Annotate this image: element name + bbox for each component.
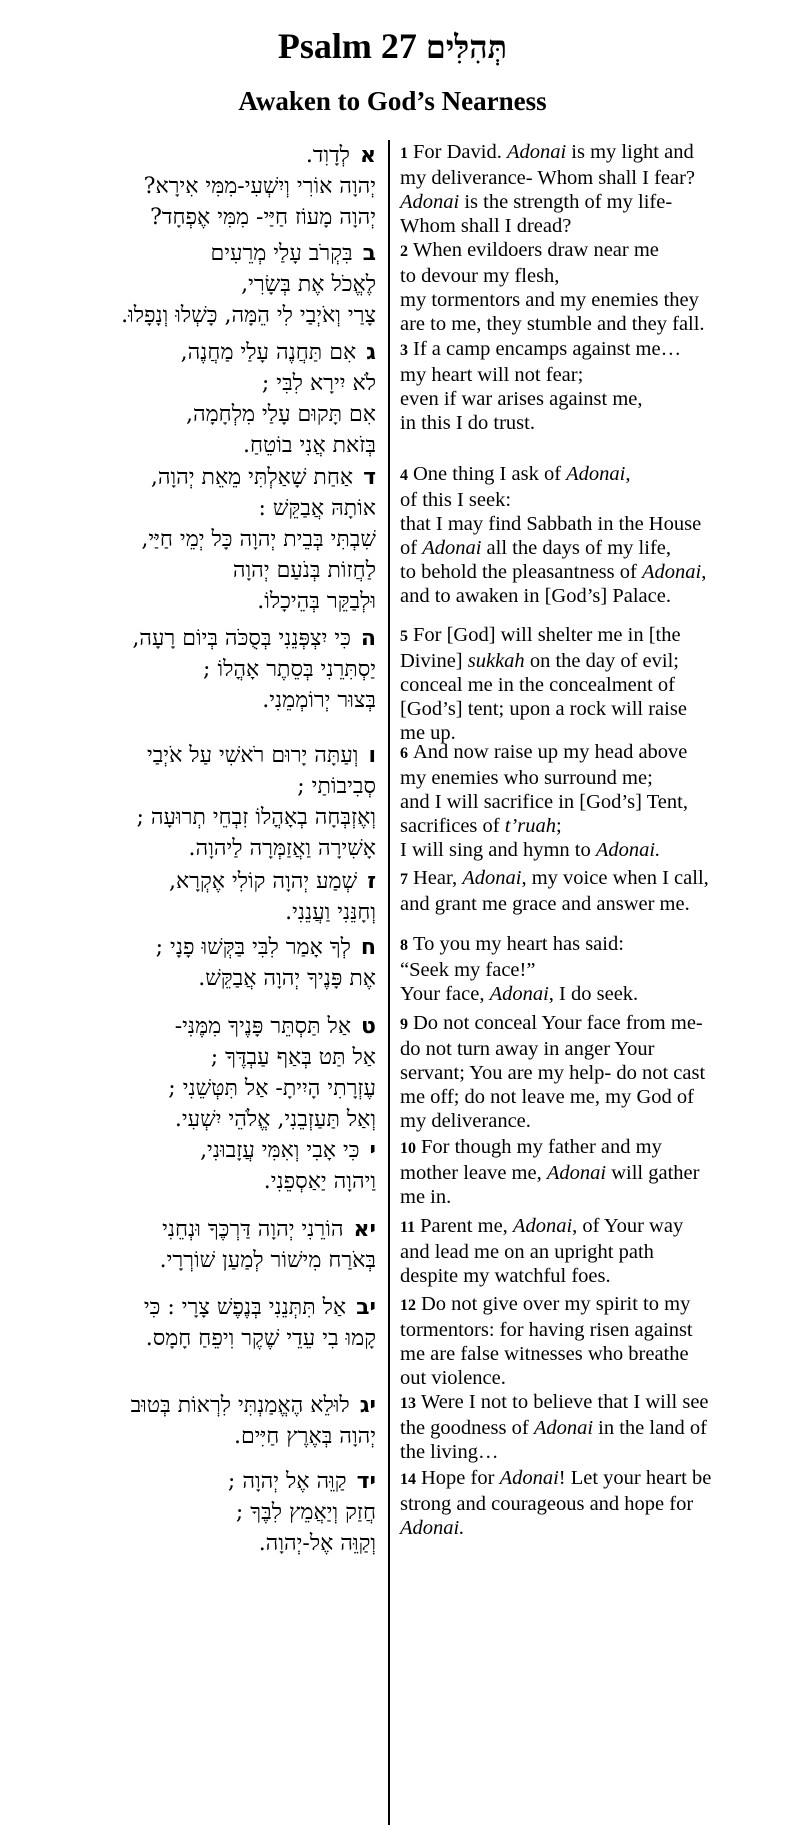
hebrew-line — [12, 1323, 376, 1354]
hebrew-line-text: אַחַת שָׁאַלְתִּי מֵאֵת יְהוָה, — [150, 465, 354, 490]
hebrew-line — [12, 1073, 376, 1104]
hebrew-line-text: וַיהוָה יַאַסְפֵנִי. — [263, 1169, 376, 1194]
hebrew-verse-number: יד — [356, 1469, 376, 1494]
hebrew-line — [12, 771, 376, 802]
page-subtitle: Awaken to God’s Nearness — [238, 86, 547, 116]
english-line — [400, 892, 778, 916]
hebrew-line-text: אֶת פָּנֶיךָ יְהוָה אֲבַקֵּשׁ. — [198, 966, 376, 991]
english-line — [400, 1240, 778, 1264]
hebrew-line — [12, 1528, 376, 1559]
english-translation — [400, 238, 778, 336]
verse-number: 11 — [400, 1219, 416, 1236]
english-text: the goodness of — [400, 1417, 534, 1439]
english-line — [400, 814, 778, 838]
hebrew-line-text: קַוֵּה אֶל יְהוָה ; — [227, 1469, 347, 1494]
hebrew-line — [12, 802, 376, 833]
english-text: mother leave me, — [400, 1162, 547, 1184]
hebrew-line-text: הוֹרֵנִי יְהוָה דַּרְכֶּךָ וּנְחֵנִי — [162, 1217, 344, 1242]
english-translation — [400, 462, 778, 608]
english-line — [400, 584, 778, 608]
english-text: and lead me on an upright path — [400, 1241, 654, 1263]
english-text: are to me, they stumble and they fall. — [400, 313, 705, 335]
english-translation — [400, 740, 778, 862]
hebrew-line — [12, 833, 376, 864]
english-line — [400, 740, 778, 766]
english-text: all the days of my life, — [481, 537, 671, 559]
english-translation — [400, 623, 778, 745]
hebrew-verse-number: ג — [366, 340, 376, 365]
english-line — [400, 387, 778, 411]
hebrew-line-text: וְקַוֵּה אֶל-יְהוָה. — [258, 1531, 376, 1556]
english-translation — [400, 866, 778, 916]
hebrew-line — [12, 1245, 376, 1276]
hebrew-line-text: בְּצוּר יְרוֹמְמֵנִי. — [262, 688, 376, 713]
hebrew-line — [12, 368, 376, 399]
english-text: For [God] will shelter me in [the — [413, 624, 681, 646]
hebrew-line — [12, 524, 376, 555]
hebrew-line — [12, 1135, 376, 1166]
verse-number: 7 — [400, 871, 408, 888]
english-line — [400, 411, 778, 435]
english-text: my deliverance. — [400, 1110, 531, 1132]
italic-term: Adonai — [512, 1215, 573, 1237]
english-line — [400, 697, 778, 721]
hebrew-text — [12, 337, 376, 461]
english-text: Do not conceal Your face from me- — [413, 1012, 703, 1034]
hebrew-text — [12, 866, 376, 928]
hebrew-line-text: וְאֶזְבְּחָה בְאָהֳלוֹ זִבְחֵי תְרוּעָה ; — [136, 805, 376, 830]
hebrew-line — [12, 1214, 376, 1245]
english-text: out violence. — [400, 1367, 506, 1389]
english-text: despite my watchful foes. — [400, 1265, 611, 1287]
english-text: , — [701, 561, 707, 583]
english-translation — [400, 932, 778, 1006]
english-translation — [400, 1390, 778, 1464]
english-text: will gather — [606, 1162, 700, 1184]
english-line — [400, 140, 778, 166]
english-text: and I will sacrifice in [God’s] Tent, — [400, 791, 688, 813]
hebrew-verse-number: ז — [367, 869, 376, 894]
hebrew-line-text: חֲזַק וְיַאֲמֵץ לִבֶּךָ ; — [235, 1500, 376, 1525]
hebrew-line — [12, 1390, 376, 1421]
hebrew-line — [12, 238, 376, 269]
hebrew-verse-number: ד — [363, 465, 376, 490]
english-text: my enemies who surround me; — [400, 767, 653, 789]
hebrew-line — [12, 932, 376, 963]
english-line — [400, 238, 778, 264]
english-line — [400, 649, 778, 673]
english-text: , — [625, 463, 631, 485]
english-line — [400, 1185, 778, 1209]
english-text: servant; You are my help- do not cast — [400, 1062, 706, 1084]
english-text: ! Let your heart be — [558, 1467, 712, 1489]
italic-term: Adonai. — [400, 1517, 465, 1539]
english-text: me are false witnesses who breathe — [400, 1343, 689, 1365]
english-line — [400, 288, 778, 312]
english-text: For David. — [413, 141, 507, 163]
english-line — [400, 1264, 778, 1288]
english-text: Hear, — [413, 867, 463, 889]
hebrew-text — [12, 623, 376, 716]
english-translation — [400, 337, 778, 435]
hebrew-line — [12, 740, 376, 771]
hebrew-verse-number: ט — [361, 1014, 376, 1039]
hebrew-line — [12, 1421, 376, 1452]
english-text: even if war arises against me, — [400, 388, 643, 410]
english-line — [400, 1466, 778, 1492]
hebrew-text — [12, 1214, 376, 1276]
hebrew-line-text: יְהוָה מָעוֹז חַיַּי- מִמִּי אֶפְחָד? — [150, 205, 376, 230]
english-line — [400, 790, 778, 814]
hebrew-line — [12, 1042, 376, 1073]
verse-number: 10 — [400, 1140, 416, 1157]
verse-number: 4 — [400, 467, 408, 484]
english-text: do not turn away in anger Your — [400, 1038, 655, 1060]
hebrew-text — [12, 1135, 376, 1197]
english-line — [400, 958, 778, 982]
hebrew-line-text: יְהוָה בְּאֶרֶץ חַיִּים. — [233, 1424, 376, 1449]
english-text: in this I do trust. — [400, 412, 535, 434]
verse-number: 9 — [400, 1016, 408, 1033]
english-line — [400, 673, 778, 697]
english-text: on the day of evil; — [524, 650, 679, 672]
english-text: Hope for — [421, 1467, 500, 1489]
english-text: that I may find Sabbath in the House — [400, 513, 702, 535]
page-title — [0, 26, 785, 67]
hebrew-verse-number: יב — [356, 1295, 376, 1320]
english-line — [400, 1085, 778, 1109]
english-line — [400, 536, 778, 560]
english-translation — [400, 1292, 778, 1390]
verse-number: 2 — [400, 243, 408, 260]
english-text: of — [400, 537, 423, 559]
english-line — [400, 264, 778, 288]
english-text: me in. — [400, 1186, 452, 1208]
english-line — [400, 363, 778, 387]
english-translation — [400, 140, 778, 238]
hebrew-line-text: שִׁבְתִּי בְּבֵית יְהוָה כָּל יְמֵי חַיַּי, — [141, 527, 376, 552]
hebrew-line-text: בְּאֹרַח מִישׁוֹר לְמַעַן שׁוֹרְרָי. — [159, 1248, 376, 1273]
hebrew-line-text: וְעַתָּה יָרוּם רֹאשִׁי עַל אֹיְבַי — [146, 743, 359, 768]
hebrew-line-text: לְדָוִד. — [305, 143, 350, 168]
hebrew-line-text: כִּי אָבִי וְאִמִּי עֲזָבוּנִי, — [200, 1138, 360, 1163]
hebrew-verse-number: ח — [360, 935, 376, 960]
hebrew-line — [12, 897, 376, 928]
italic-term: Adonai — [400, 191, 460, 213]
english-line — [400, 1292, 778, 1318]
english-line — [400, 462, 778, 488]
hebrew-line — [12, 493, 376, 524]
english-text: [God’s] tent; upon a rock will raise — [400, 698, 687, 720]
english-text: me up. — [400, 722, 456, 744]
hebrew-text — [12, 1011, 376, 1135]
hebrew-line-text: אַל תַּט בְּאַף עַבְדֶּךָ ; — [210, 1045, 376, 1070]
english-line — [400, 214, 778, 238]
english-line — [400, 1390, 778, 1416]
english-line — [400, 623, 778, 649]
verse-number: 6 — [400, 745, 408, 762]
hebrew-line-text: כִּי יִצְפְּנֵנִי בְּסֻכֹּה בְּיוֹם רָעָה, — [132, 626, 351, 651]
english-text: I will sing and hymn to — [400, 839, 596, 861]
english-line — [400, 1011, 778, 1037]
hebrew-text — [12, 740, 376, 864]
english-text: my deliverance- Whom shall I fear? — [400, 167, 696, 189]
italic-term: Adonai — [422, 537, 482, 559]
italic-term: Adonai — [546, 1162, 607, 1184]
english-line — [400, 190, 778, 214]
english-text: me off; do not leave me, my God of — [400, 1086, 694, 1108]
hebrew-line — [12, 654, 376, 685]
hebrew-line — [12, 269, 376, 300]
title-hebrew: תְּהִלִּים — [425, 28, 508, 66]
english-text: Parent me, — [420, 1215, 513, 1237]
english-line — [400, 1037, 778, 1061]
italic-term: Adonai — [489, 983, 549, 1005]
column-divider — [388, 140, 390, 1825]
hebrew-line — [12, 586, 376, 617]
english-text: and grant me grace and answer me. — [400, 893, 690, 915]
english-line — [400, 1416, 778, 1440]
verse-number: 12 — [400, 1297, 416, 1314]
hebrew-text — [12, 932, 376, 994]
italic-term: Adonai — [533, 1417, 594, 1439]
english-line — [400, 337, 778, 363]
italic-term: sukkah — [467, 650, 525, 672]
hebrew-line — [12, 300, 376, 331]
hebrew-text — [12, 140, 376, 233]
english-line — [400, 1135, 778, 1161]
hebrew-line — [12, 337, 376, 368]
english-line — [400, 1109, 778, 1133]
english-text: strong and courageous and hope for — [400, 1493, 694, 1515]
english-text: Do not give over my spirit to my — [421, 1293, 691, 1315]
italic-term: Adonai — [462, 867, 522, 889]
hebrew-line-text: עֶזְרָתִי הָיִיתָ- אַל תִּטְּשֵׁנִי ; — [168, 1076, 376, 1101]
english-text: the living… — [400, 1441, 499, 1463]
hebrew-verse-number: א — [359, 143, 376, 168]
hebrew-verse-number: י — [369, 1138, 376, 1163]
english-text: When evildoers draw near me — [413, 239, 659, 261]
english-line — [400, 1440, 778, 1464]
hebrew-line-text: וְחָנֵּנִי וַעֲנֵנִי. — [285, 900, 376, 925]
hebrew-verse-number: יא — [353, 1217, 376, 1242]
english-text: sacrifices of — [400, 815, 505, 837]
hebrew-line — [12, 623, 376, 654]
english-translation — [400, 1135, 778, 1209]
english-line — [400, 838, 778, 862]
hebrew-line-text: וּלְבַקֵּר בְּהֵיכָלוֹ. — [257, 589, 376, 614]
english-line — [400, 1516, 778, 1540]
hebrew-line-text: אַל תִּתְּנֵנִי בְּנֶפֶשׁ צָרָי : כִּי — [143, 1295, 347, 1320]
english-text: And now raise up my head above — [413, 741, 688, 763]
english-line — [400, 1366, 778, 1390]
english-text: in the land of — [593, 1417, 707, 1439]
hebrew-text — [12, 1390, 376, 1452]
hebrew-text — [12, 1466, 376, 1559]
english-line — [400, 166, 778, 190]
hebrew-line — [12, 1292, 376, 1323]
hebrew-verse-number: ה — [360, 626, 376, 651]
italic-term: Adonai — [506, 141, 567, 163]
hebrew-line — [12, 1466, 376, 1497]
english-text: to devour my flesh, — [400, 265, 560, 287]
hebrew-line — [12, 462, 376, 493]
hebrew-line-text: בְּזֹאת אֲנִי בוֹטֵחַ. — [243, 433, 376, 458]
italic-term: Adonai — [499, 1467, 559, 1489]
hebrew-line-text: אוֹתָהּ אֲבַקֵּשׁ : — [258, 496, 376, 521]
english-line — [400, 560, 778, 584]
english-line — [400, 488, 778, 512]
hebrew-line — [12, 202, 376, 233]
italic-term: Adonai — [641, 561, 702, 583]
hebrew-line-text: אָשִׁירָה וַאֲזַמְּרָה לַיהוָה. — [188, 836, 376, 861]
hebrew-line-text: יַסְתִּרֵנִי בְּסֵתֶר אָהֳלוֹ ; — [203, 657, 376, 682]
hebrew-line-text: לוּלֵא הֶאֱמַנְתִּי לִרְאוֹת בְּטוּב — [130, 1393, 350, 1418]
english-text: tormentors: for having risen against — [400, 1319, 693, 1341]
english-text: To you my heart has said: — [413, 933, 624, 955]
verse-number: 13 — [400, 1395, 416, 1412]
english-text: ; — [555, 815, 562, 837]
hebrew-line — [12, 171, 376, 202]
hebrew-line — [12, 1104, 376, 1135]
italic-term: Adonai. — [595, 839, 661, 861]
hebrew-line — [12, 140, 376, 171]
english-text: my heart will not fear; — [400, 364, 584, 386]
hebrew-line — [12, 963, 376, 994]
hebrew-line-text: לֹא יִירָא לִבִּי ; — [261, 371, 376, 396]
english-line — [400, 1318, 778, 1342]
italic-term: Adonai — [566, 463, 626, 485]
hebrew-verse-number: ו — [368, 743, 376, 768]
hebrew-text — [12, 1292, 376, 1354]
verse-number: 3 — [400, 342, 408, 359]
english-translation — [400, 1466, 778, 1540]
english-text: If a camp encamps against me… — [413, 338, 682, 360]
english-text: For though my father and my — [421, 1136, 662, 1158]
hebrew-verse-number: יג — [359, 1393, 376, 1418]
english-text: , my voice when I call, — [521, 867, 709, 889]
hebrew-line — [12, 430, 376, 461]
hebrew-line-text: לְךָ אָמַר לִבִּי בַּקְּשׁוּ פָנָי ; — [155, 935, 351, 960]
hebrew-line — [12, 1011, 376, 1042]
hebrew-line-text: לַחֲזוֹת בְּנֹעַם יְהוָה — [232, 558, 376, 583]
hebrew-line — [12, 866, 376, 897]
verse-number: 14 — [400, 1471, 416, 1488]
english-line — [400, 1161, 778, 1185]
hebrew-verse-number: ב — [362, 241, 376, 266]
hebrew-line — [12, 685, 376, 716]
hebrew-line — [12, 1497, 376, 1528]
hebrew-line-text: צָרַי וְאֹיְבַי לִי הֵמָּה, כָּשְׁלוּ וְנָפָלוּ. — [121, 303, 376, 328]
hebrew-line-text: אִם תַּחֲנֶה עָלַי מַחֲנֶה, — [180, 340, 357, 365]
hebrew-line — [12, 555, 376, 586]
hebrew-text — [12, 238, 376, 331]
verse-number: 1 — [400, 145, 408, 162]
hebrew-line-text: סְבִיבוֹתַי ; — [297, 774, 376, 799]
verse-number: 5 — [400, 628, 408, 645]
english-line — [400, 932, 778, 958]
english-text: Were I not to believe that I will see — [421, 1391, 709, 1413]
hebrew-line-text: בִּקְרֹב עָלַי מְרֵעִים — [210, 241, 353, 266]
english-line — [400, 866, 778, 892]
english-line — [400, 1061, 778, 1085]
english-line — [400, 512, 778, 536]
english-text: Your face, — [400, 983, 490, 1005]
english-line — [400, 982, 778, 1006]
english-line — [400, 1492, 778, 1516]
hebrew-line-text: וְאַל תַּעַזְבֵנִי, אֱלֹהֵי יִשְׁעִי. — [174, 1107, 376, 1132]
english-text: to behold the pleasantness of — [400, 561, 642, 583]
english-text: Divine] — [400, 650, 468, 672]
hebrew-text — [12, 462, 376, 617]
title-english: Psalm 27 — [277, 26, 417, 66]
english-text: is the strength of my life- — [459, 191, 673, 213]
hebrew-line — [12, 399, 376, 430]
english-text: conceal me in the concealment of — [400, 674, 675, 696]
english-translation — [400, 1214, 778, 1288]
english-text: my tormentors and my enemies they — [400, 289, 699, 311]
hebrew-line-text: יְהוָה אוֹרִי וְיִשְׁעִי-מִמִּי אִירָא? — [143, 174, 376, 199]
english-line — [400, 312, 778, 336]
hebrew-line-text: אַל תַּסְתֵּר פָּנֶיךָ מִמֶּנִּי- — [174, 1014, 352, 1039]
english-text: of this I seek: — [400, 489, 512, 511]
italic-term: t’ruah — [504, 815, 556, 837]
english-text: and to awaken in [God’s] Palace. — [400, 585, 671, 607]
english-line — [400, 1342, 778, 1366]
english-text: “Seek my face!” — [400, 959, 536, 981]
english-translation — [400, 1011, 778, 1133]
hebrew-line-text: שְׁמַע יְהוָה קוֹלִי אֶקְרָא, — [168, 869, 358, 894]
hebrew-line-text: אִם תָּקוּם עָלַי מִלְחָמָה, — [185, 402, 376, 427]
hebrew-line-text: לֶאֱכֹל אֶת בְּשָׂרִי, — [241, 272, 376, 297]
hebrew-line-text: קָמוּ בִי עֵדֵי שֶׁקֶר וִיפֵחַ חָמָס. — [145, 1326, 376, 1351]
english-text: , of Your way — [572, 1215, 684, 1237]
english-line — [400, 1214, 778, 1240]
hebrew-line — [12, 1166, 376, 1197]
english-text: , I do seek. — [548, 983, 639, 1005]
english-text: One thing I ask of — [413, 463, 567, 485]
english-text: Whom shall I dread? — [400, 215, 572, 237]
verse-number: 8 — [400, 937, 408, 954]
english-text: is my light and — [566, 141, 694, 163]
english-line — [400, 766, 778, 790]
